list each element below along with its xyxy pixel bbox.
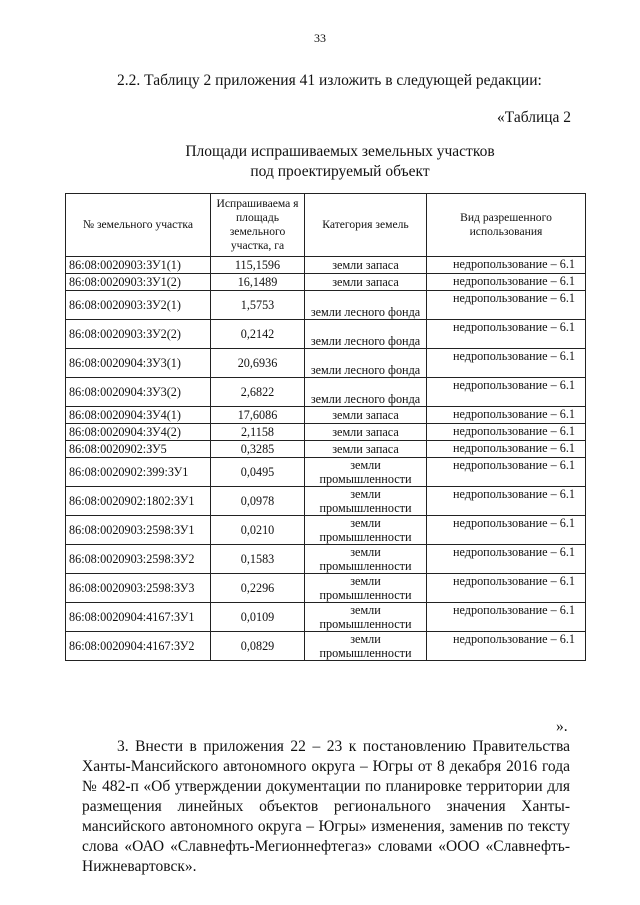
cell-area: 2,6822 [211, 378, 305, 407]
table-row [66, 458, 586, 487]
table-row [66, 349, 586, 378]
cell-category: земли промышленности [305, 574, 427, 603]
cell-area: 0,0495 [211, 458, 305, 487]
cell-use: недропользование – 6.1 [427, 632, 586, 661]
table-row [66, 545, 586, 574]
cell-plot: 86:08:0020903:2598:ЗУ1 [66, 516, 211, 545]
cell-category: земли промышленности [305, 487, 427, 516]
cell-plot: 86:08:0020904:ЗУ4(1) [66, 407, 211, 424]
cell-area: 17,6086 [211, 407, 305, 424]
cell-area: 0,2142 [211, 320, 305, 349]
intro-text: 2.2. Таблицу 2 приложения 41 изложить в следующей редакции: [117, 72, 542, 89]
cell-use: недропользование – 6.1 [427, 274, 586, 291]
cell-plot: 86:08:0020904:4167:ЗУ1 [66, 603, 211, 632]
cell-plot: 86:08:0020904:ЗУ4(2) [66, 424, 211, 441]
cell-plot: 86:08:0020902:ЗУ5 [66, 441, 211, 458]
table-row [66, 291, 586, 320]
table-row [66, 632, 586, 661]
table-row [66, 441, 586, 458]
cell-plot: 86:08:0020903:ЗУ2(1) [66, 291, 211, 320]
cell-use: недропользование – 6.1 [427, 516, 586, 545]
cell-use: недропользование – 6.1 [427, 458, 586, 487]
table-row [66, 487, 586, 516]
cell-area: 2,1158 [211, 424, 305, 441]
cell-use: недропользование – 6.1 [427, 320, 586, 349]
cell-plot: 86:08:0020902:399:ЗУ1 [66, 458, 211, 487]
cell-category: земли запаса [305, 274, 427, 291]
cell-use: недропользование – 6.1 [427, 291, 586, 320]
cell-use: недропользование – 6.1 [427, 603, 586, 632]
table-title [130, 142, 550, 182]
cell-plot: 86:08:0020904:ЗУ3(2) [66, 378, 211, 407]
table-row [66, 257, 586, 274]
cell-plot: 86:08:0020903:ЗУ1(1) [66, 257, 211, 274]
cell-plot: 86:08:0020902:1802:ЗУ1 [66, 487, 211, 516]
cell-category: земли запаса [305, 407, 427, 424]
cell-category: земли запаса [305, 424, 427, 441]
cell-use: недропользование – 6.1 [427, 574, 586, 603]
cell-area: 0,0829 [211, 632, 305, 661]
cell-area: 16,1489 [211, 274, 305, 291]
paragraph-3-text: 3. Внести в приложения 22 – 23 к постановлению Правительства Ханты-Мансийского автономного округа – Югры от 8 декабря 2016 года № 482-п «Об утверждении документации по планировке территории для размещения линейных объектов регионального значения Ханты-мансийского автономного округа – Югры» изменения, заменив по тексту слова «ОАО «Славнефть-Мегионнефтегаз» словами «ООО «Славнефть-Нижневартовск». [82, 738, 570, 875]
table-row [66, 603, 586, 632]
cell-area: 1,5753 [211, 291, 305, 320]
cell-use: недропользование – 6.1 [427, 424, 586, 441]
cell-category: земли промышленности [305, 603, 427, 632]
cell-category: земли лесного фонда [305, 291, 427, 320]
cell-area: 0,2296 [211, 574, 305, 603]
header-area: Испрашиваема я площадь земельного участка, га [211, 194, 305, 257]
cell-use: недропользование – 6.1 [427, 349, 586, 378]
page-number: 33 [314, 31, 326, 45]
table-header-row [66, 194, 586, 257]
table-row [66, 424, 586, 441]
cell-category: земли лесного фонда [305, 378, 427, 407]
cell-use: недропользование – 6.1 [427, 441, 586, 458]
paragraph-3 [82, 737, 570, 877]
header-category: Категория земель [305, 194, 427, 257]
table-row [66, 378, 586, 407]
cell-category: земли лесного фонда [305, 320, 427, 349]
table-title-line1: Площади испрашиваемых земельных участков [185, 143, 495, 160]
cell-area: 0,3285 [211, 441, 305, 458]
cell-plot: 86:08:0020903:2598:ЗУ2 [66, 545, 211, 574]
cell-area: 0,1583 [211, 545, 305, 574]
cell-category: земли лесного фонда [305, 349, 427, 378]
cell-use: недропользование – 6.1 [427, 407, 586, 424]
cell-area: 20,6936 [211, 349, 305, 378]
closing-quote: ». [556, 718, 568, 735]
cell-area: 0,0210 [211, 516, 305, 545]
cell-plot: 86:08:0020904:ЗУ3(1) [66, 349, 211, 378]
cell-plot: 86:08:0020904:4167:ЗУ2 [66, 632, 211, 661]
cell-plot: 86:08:0020903:ЗУ1(2) [66, 274, 211, 291]
cell-area: 0,0978 [211, 487, 305, 516]
header-plot: № земельного участка [66, 194, 211, 257]
cell-plot: 86:08:0020903:2598:ЗУ3 [66, 574, 211, 603]
cell-use: недропользование – 6.1 [427, 257, 586, 274]
cell-use: недропользование – 6.1 [427, 487, 586, 516]
cell-plot: 86:08:0020903:ЗУ2(2) [66, 320, 211, 349]
cell-use: недропользование – 6.1 [427, 545, 586, 574]
land-plots-table [65, 193, 586, 661]
table-row [66, 516, 586, 545]
cell-category: земли промышленности [305, 545, 427, 574]
table-row [66, 574, 586, 603]
cell-use: недропользование – 6.1 [427, 378, 586, 407]
table-row [66, 320, 586, 349]
cell-area: 0,0109 [211, 603, 305, 632]
cell-category: земли запаса [305, 257, 427, 274]
cell-area: 115,1596 [211, 257, 305, 274]
table-title-line2: под проектируемый объект [250, 163, 430, 180]
cell-category: земли запаса [305, 441, 427, 458]
header-use: Вид разрешенного использования [427, 194, 586, 257]
table-row [66, 274, 586, 291]
cell-category: земли промышленности [305, 632, 427, 661]
cell-category: земли промышленности [305, 516, 427, 545]
cell-category: земли промышленности [305, 458, 427, 487]
table-label: «Таблица 2 [497, 109, 572, 126]
table-row [66, 407, 586, 424]
